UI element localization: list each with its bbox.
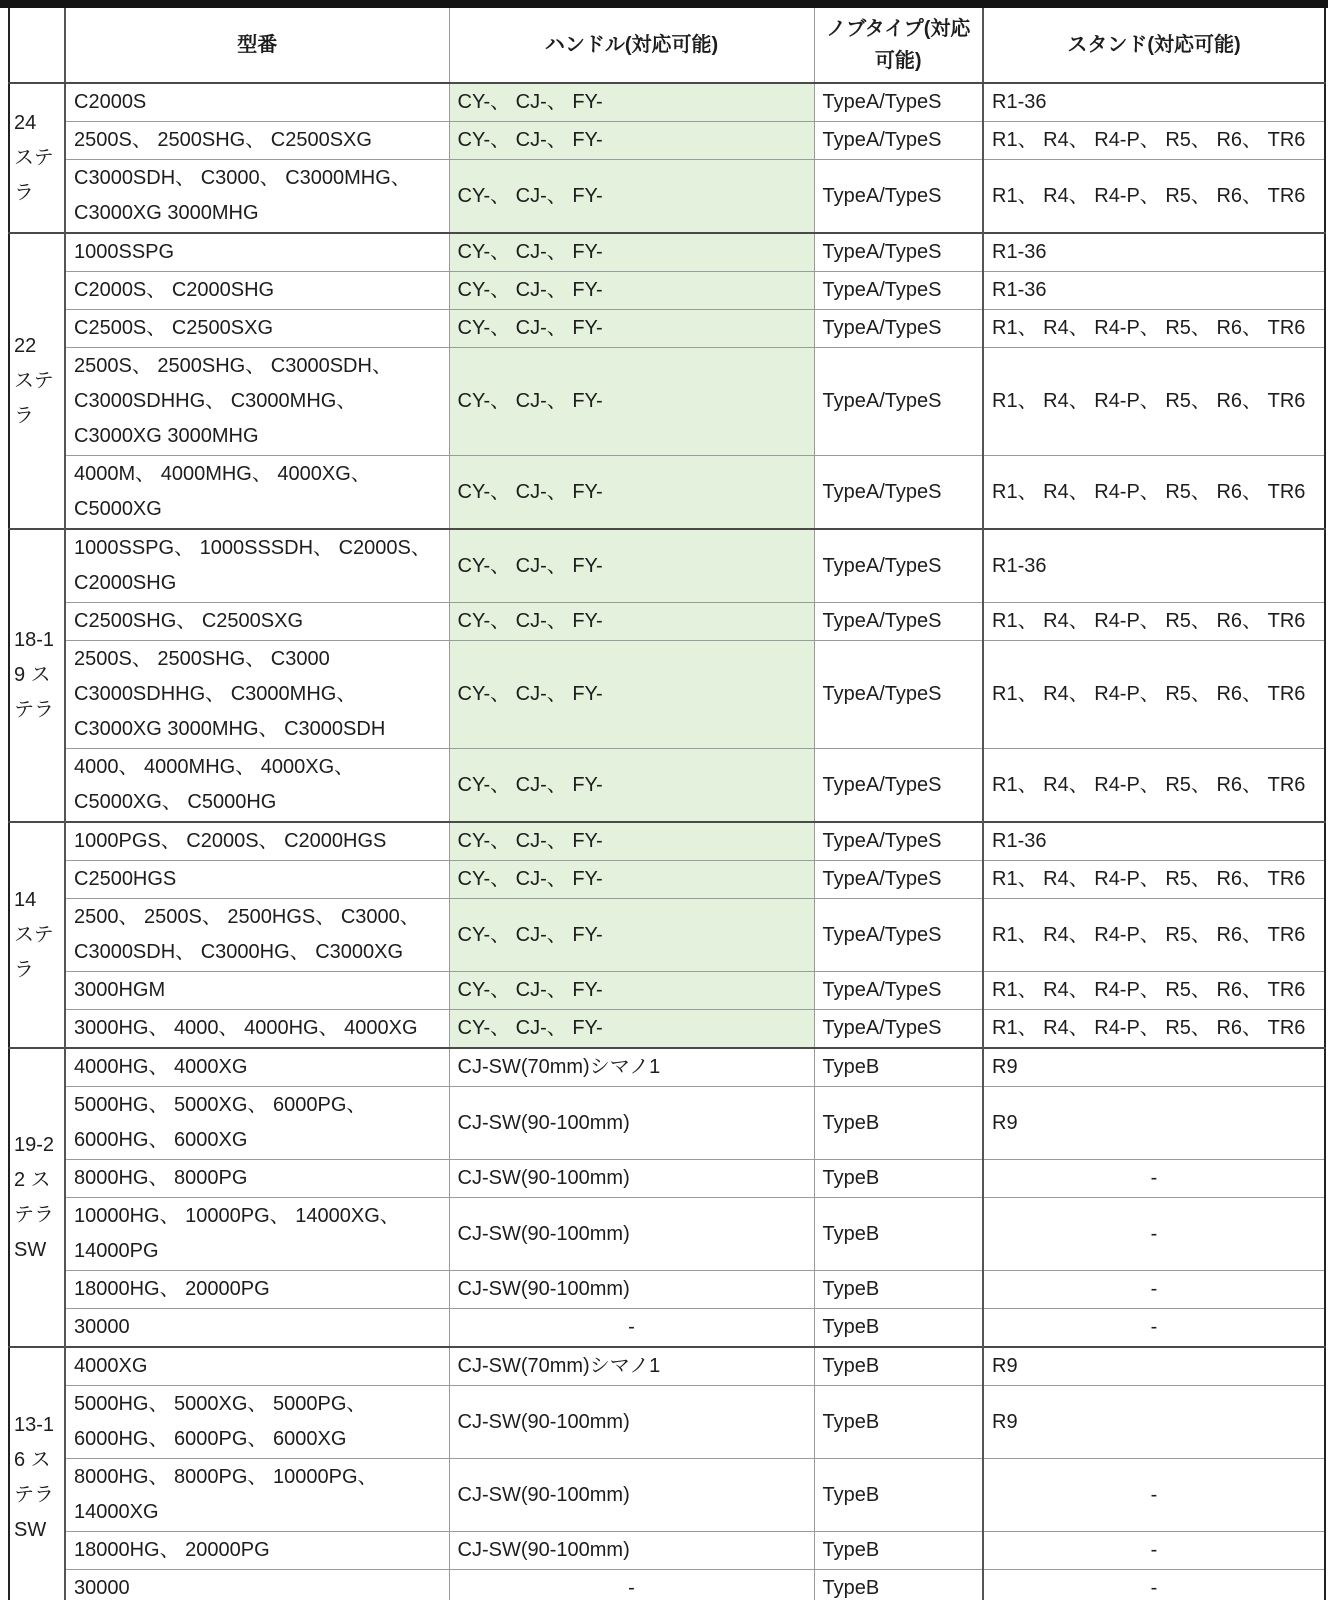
knob-cell: TypeB [814,1309,983,1348]
model-cell: C2500HGS [65,861,449,899]
model-cell: C2500SHG、 C2500SXG [65,603,449,641]
knob-cell: TypeB [814,1532,983,1570]
header-knob: ノブタイプ(対応可能) [814,8,983,83]
model-cell: 2500、 2500S、 2500HGS、 C3000、 C3000SDH、 C3000HG、 C3000XG [65,899,449,972]
stand-cell: R1、 R4、 R4-P、 R5、 R6、 TR6 [983,603,1325,641]
model-cell: 1000PGS、 C2000S、 C2000HGS [65,822,449,861]
handle-cell: CY-、 CJ-、 FY- [449,272,814,310]
stand-cell: R1-36 [983,822,1325,861]
model-cell: C2500S、 C2500SXG [65,310,449,348]
stand-cell: R1、 R4、 R4-P、 R5、 R6、 TR6 [983,749,1325,823]
handle-cell: CY-、 CJ-、 FY- [449,348,814,456]
table-body [9,83,1325,1600]
handle-cell: CY-、 CJ-、 FY- [449,529,814,603]
knob-cell: TypeA/TypeS [814,861,983,899]
table-row [9,1386,1325,1459]
table-row [9,233,1325,272]
table-row [9,1309,1325,1348]
knob-cell: TypeA/TypeS [814,456,983,530]
handle-cell: CY-、 CJ-、 FY- [449,160,814,234]
handle-cell: CY-、 CJ-、 FY- [449,310,814,348]
model-cell: C2000S、 C2000SHG [65,272,449,310]
knob-cell: TypeA/TypeS [814,272,983,310]
knob-cell: TypeB [814,1386,983,1459]
stand-cell: R9 [983,1347,1325,1386]
table-row [9,899,1325,972]
table-row [9,1160,1325,1198]
knob-cell: TypeB [814,1347,983,1386]
model-cell: 5000HG、 5000XG、 6000PG、 6000HG、 6000XG [65,1087,449,1160]
table-row [9,1570,1325,1600]
table-row [9,348,1325,456]
stand-cell: - [983,1459,1325,1532]
row-group-label: 22 ステラ [9,233,65,529]
handle-cell: CY-、 CJ-、 FY- [449,1010,814,1049]
header-group [9,8,65,83]
table-row [9,83,1325,122]
table-row [9,160,1325,234]
header-stand: スタンド(対応可能) [983,8,1325,83]
knob-cell: TypeA/TypeS [814,233,983,272]
model-cell: 3000HGM [65,972,449,1010]
handle-cell: CY-、 CJ-、 FY- [449,972,814,1010]
table-row [9,749,1325,823]
handle-cell: CJ-SW(90-100mm) [449,1087,814,1160]
handle-cell: CJ-SW(90-100mm) [449,1271,814,1309]
stand-cell: R1、 R4、 R4-P、 R5、 R6、 TR6 [983,456,1325,530]
table-row [9,1048,1325,1087]
model-cell: 10000HG、 10000PG、 14000XG、 14000PG [65,1198,449,1271]
knob-cell: TypeA/TypeS [814,160,983,234]
row-group-label: 18-19 ステラ [9,529,65,822]
handle-cell: CY-、 CJ-、 FY- [449,899,814,972]
handle-cell: CJ-SW(70mm)シマノ1 [449,1347,814,1386]
handle-cell: CY-、 CJ-、 FY- [449,641,814,749]
table-row [9,1532,1325,1570]
stand-cell: R1、 R4、 R4-P、 R5、 R6、 TR6 [983,972,1325,1010]
table-row [9,1459,1325,1532]
handle-cell: CJ-SW(70mm)シマノ1 [449,1048,814,1087]
knob-cell: TypeB [814,1160,983,1198]
row-group-label: 13-16 ステラ SW [9,1347,65,1600]
knob-cell: TypeA/TypeS [814,83,983,122]
model-cell: 4000M、 4000MHG、 4000XG、 C5000XG [65,456,449,530]
table-row [9,641,1325,749]
model-cell: 18000HG、 20000PG [65,1271,449,1309]
model-cell: 18000HG、 20000PG [65,1532,449,1570]
knob-cell: TypeB [814,1198,983,1271]
header-model: 型番 [65,8,449,83]
handle-cell: - [449,1570,814,1600]
stand-cell: - [983,1198,1325,1271]
knob-cell: TypeA/TypeS [814,1010,983,1049]
model-cell: 3000HG、 4000、 4000HG、 4000XG [65,1010,449,1049]
knob-cell: TypeA/TypeS [814,122,983,160]
handle-cell: CY-、 CJ-、 FY- [449,122,814,160]
model-cell: 2500S、 2500SHG、 C3000SDH、 C3000SDHHG、 C3000MHG、 C3000XG 3000MHG [65,348,449,456]
stand-cell: R1-36 [983,272,1325,310]
table-row [9,603,1325,641]
knob-cell: TypeB [814,1459,983,1532]
row-group-label: 24 ステラ [9,83,65,233]
table-row [9,529,1325,603]
knob-cell: TypeA/TypeS [814,899,983,972]
stand-cell: R9 [983,1048,1325,1087]
stand-cell: R1、 R4、 R4-P、 R5、 R6、 TR6 [983,899,1325,972]
knob-cell: TypeB [814,1570,983,1600]
handle-cell: CJ-SW(90-100mm) [449,1459,814,1532]
handle-cell: CY-、 CJ-、 FY- [449,822,814,861]
table-row [9,972,1325,1010]
knob-cell: TypeA/TypeS [814,749,983,823]
handle-cell: CY-、 CJ-、 FY- [449,83,814,122]
stand-cell: R9 [983,1386,1325,1459]
table-row [9,122,1325,160]
table-top-border [0,0,1328,8]
table-row [9,1010,1325,1049]
header-handle: ハンドル(対応可能) [449,8,814,83]
model-cell: 1000SSPG、 1000SSSDH、 C2000S、 C2000SHG [65,529,449,603]
stand-cell: R1、 R4、 R4-P、 R5、 R6、 TR6 [983,861,1325,899]
model-cell: 5000HG、 5000XG、 5000PG、 6000HG、 6000PG、 6000XG [65,1386,449,1459]
handle-cell: CJ-SW(90-100mm) [449,1198,814,1271]
stand-cell: R1、 R4、 R4-P、 R5、 R6、 TR6 [983,160,1325,234]
handle-cell: CJ-SW(90-100mm) [449,1160,814,1198]
stand-cell: R1、 R4、 R4-P、 R5、 R6、 TR6 [983,310,1325,348]
table-row [9,310,1325,348]
table-row [9,861,1325,899]
handle-cell: CY-、 CJ-、 FY- [449,233,814,272]
model-cell: 30000 [65,1309,449,1348]
stand-cell: - [983,1160,1325,1198]
stand-cell: R1、 R4、 R4-P、 R5、 R6、 TR6 [983,348,1325,456]
stand-cell: R1、 R4、 R4-P、 R5、 R6、 TR6 [983,122,1325,160]
model-cell: 4000HG、 4000XG [65,1048,449,1087]
stand-cell: R1、 R4、 R4-P、 R5、 R6、 TR6 [983,641,1325,749]
knob-cell: TypeB [814,1087,983,1160]
stand-cell: - [983,1271,1325,1309]
table-row [9,1347,1325,1386]
model-cell: 4000XG [65,1347,449,1386]
compatibility-table [8,8,1326,1600]
model-cell: 8000HG、 8000PG、 10000PG、 14000XG [65,1459,449,1532]
stand-cell: - [983,1532,1325,1570]
knob-cell: TypeA/TypeS [814,972,983,1010]
knob-cell: TypeB [814,1048,983,1087]
stand-cell: - [983,1570,1325,1600]
handle-cell: CY-、 CJ-、 FY- [449,749,814,823]
stand-cell: R1-36 [983,83,1325,122]
table-row [9,272,1325,310]
header-row [9,8,1325,83]
stand-cell: R1-36 [983,529,1325,603]
handle-cell: CY-、 CJ-、 FY- [449,861,814,899]
handle-cell: CY-、 CJ-、 FY- [449,456,814,530]
knob-cell: TypeB [814,1271,983,1309]
row-group-label: 14 ステラ [9,822,65,1048]
handle-cell: - [449,1309,814,1348]
table-row [9,1087,1325,1160]
table-row [9,456,1325,530]
knob-cell: TypeA/TypeS [814,822,983,861]
handle-cell: CJ-SW(90-100mm) [449,1532,814,1570]
knob-cell: TypeA/TypeS [814,348,983,456]
model-cell: 1000SSPG [65,233,449,272]
stand-cell: R9 [983,1087,1325,1160]
stand-cell: R1、 R4、 R4-P、 R5、 R6、 TR6 [983,1010,1325,1049]
stand-cell: - [983,1309,1325,1348]
row-group-label: 19-22 ステラ SW [9,1048,65,1347]
model-cell: 2500S、 2500SHG、 C3000 C3000SDHHG、 C3000MHG、 C3000XG 3000MHG、 C3000SDH [65,641,449,749]
knob-cell: TypeA/TypeS [814,310,983,348]
table-row [9,1198,1325,1271]
knob-cell: TypeA/TypeS [814,603,983,641]
model-cell: 30000 [65,1570,449,1600]
model-cell: 2500S、 2500SHG、 C2500SXG [65,122,449,160]
stand-cell: R1-36 [983,233,1325,272]
table-row [9,822,1325,861]
table-row [9,1271,1325,1309]
knob-cell: TypeA/TypeS [814,641,983,749]
model-cell: C3000SDH、 C3000、 C3000MHG、 C3000XG 3000MHG [65,160,449,234]
knob-cell: TypeA/TypeS [814,529,983,603]
handle-cell: CJ-SW(90-100mm) [449,1386,814,1459]
model-cell: C2000S [65,83,449,122]
model-cell: 8000HG、 8000PG [65,1160,449,1198]
model-cell: 4000、 4000MHG、 4000XG、 C5000XG、 C5000HG [65,749,449,823]
handle-cell: CY-、 CJ-、 FY- [449,603,814,641]
